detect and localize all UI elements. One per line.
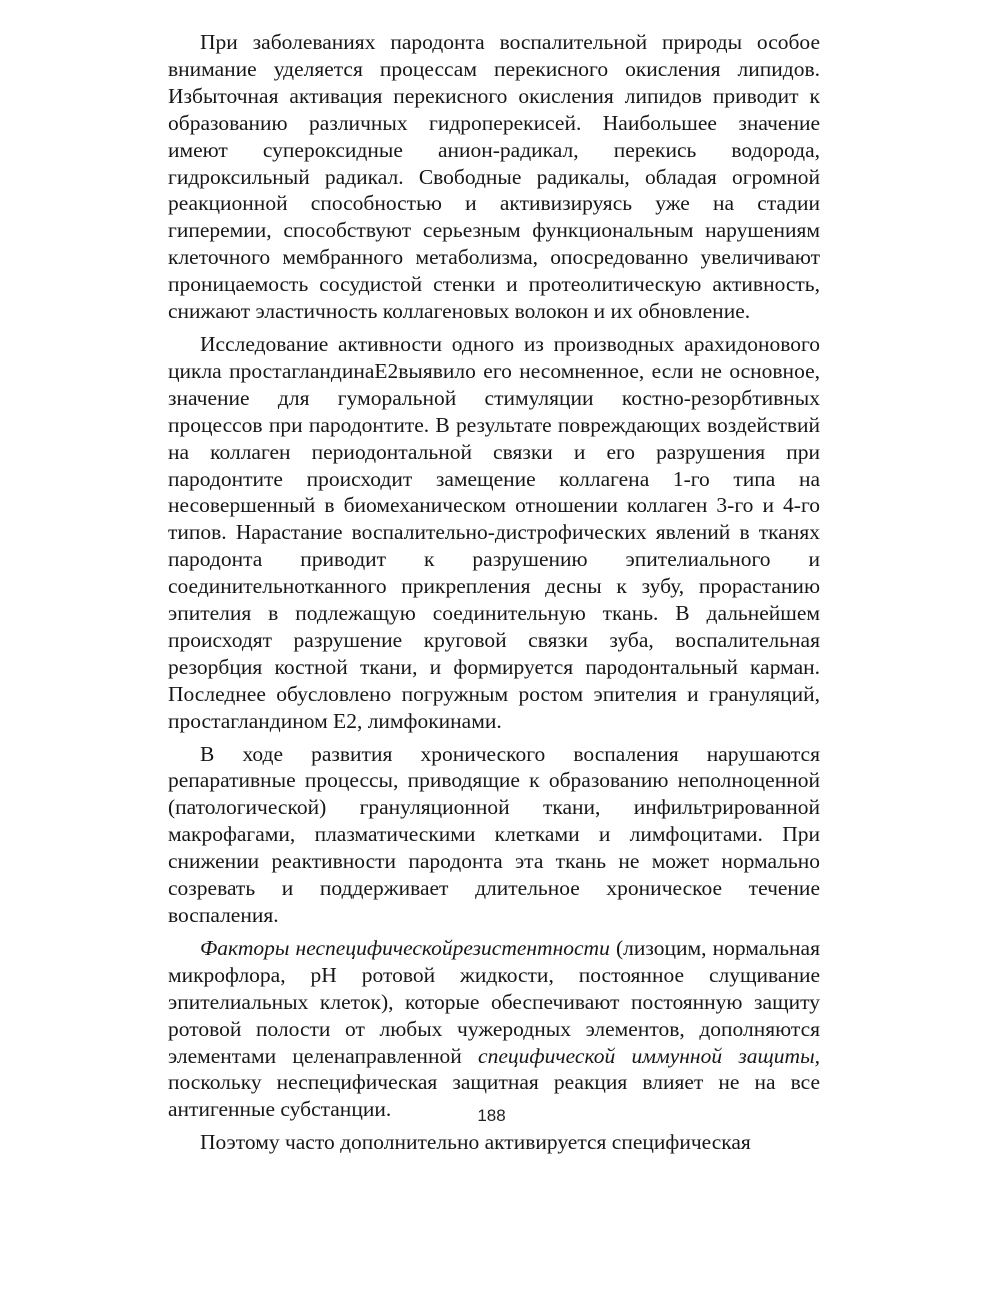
italic-term-specific-immune-protection: специфической иммунной защиты, [478, 1043, 821, 1068]
paragraph-4-text-a: (лизоцим, нормальная микрофлора, рН ротовой жидкости, постоянное слущивание эпителиальных клеток), которые обеспечивают постоянную защиту ротовой полости от любых чужеродных элементов, дополняются элементами целенаправленной [168, 935, 820, 1068]
paragraph-1: При заболеваниях пародонта воспалительной природы особое внимание уделяется процессам перекисного окисления липидов. Избыточная активация перекисного окисления липидов приводит к образованию различных гидроперекисей. Наибольшее значение имеют супероксидные анион-радикал, перекись водорода, гидроксильный радикал. Свободные радикалы, обладая огромной реакционной способностью и активизируясь уже на стадии гиперемии, способствуют серьезным функциональным нарушениям клеточного мембранного метаболизма, опосредованно увеличивают проницаемость сосудистой стенки и протеолитическую активность, снижают эластичность коллагеновых волокон и их обновление. [168, 30, 820, 324]
paragraph-2: Исследование активности одного из производных арахидонового цикла простагландинаЕ2выявило его несомненное, если не основное, значение для гуморальной стимуляции костно-резорбтивных процессов при пародонтите. В результате повреждающих воздействий на коллаген периодонтальной связки и его разрушения при пародонтите происходит замещение коллагена 1-го типа на несовершенный в биомеханическом отношении коллаген 3-го и 4-го типов. Нарастание воспалительно-дистрофических явлений в тканях пародонта приводит к разрушению эпителиального и соединительнотканного прикрепления десны к зубу, прорастанию эпителия в подлежащую соединительную ткань. В дальнейшем происходят разрушение круговой связки зуба, воспалительная резорбция костной ткани, и формируется пародонтальный карман. Последнее обусловлено погружным ростом эпителия и грануляций, простагландином Е2, лимфокинами. [168, 331, 820, 733]
paragraph-3: В ходе развития хронического воспаления нарушаются репаративные процессы, приводящие к образованию неполноценной (патологической) грануляционной ткани, инфильтрированной макрофагами, плазматическими клетками и лимфоцитами. При снижении реактивности пародонта эта ткань не может нормально созревать и поддерживает длительное хроническое течение воспаления. [168, 741, 820, 927]
italic-term-nonspecific-resistance: Факторы неспецифическойрезистентности [200, 935, 610, 960]
document-page [168, 29, 820, 1162]
paragraph-5: Поэтому часто дополнительно активируется специфическая [200, 1130, 751, 1155]
page-number: 188 [477, 1106, 506, 1125]
paragraph-4-text-b: поскольку неспецифическая защитная реакция влияет не на все антигенные субстанции. [168, 1070, 820, 1122]
paragraph-4 [168, 935, 820, 1123]
